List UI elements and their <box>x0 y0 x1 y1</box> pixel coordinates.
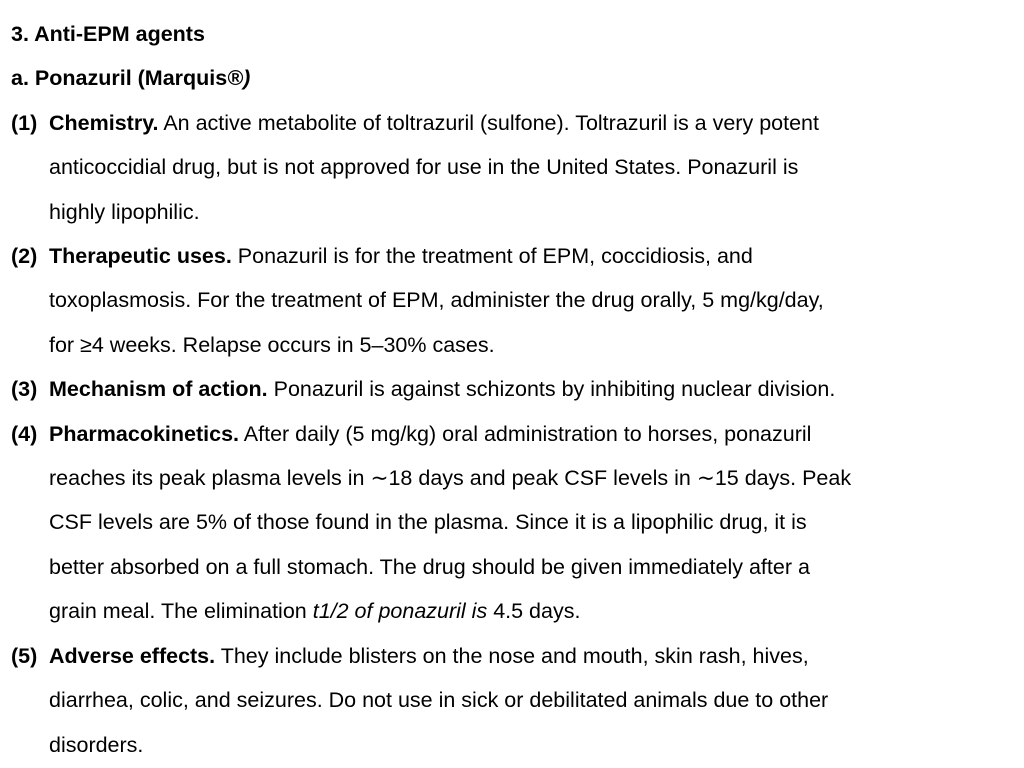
item-label: Chemistry. <box>49 110 159 135</box>
item-label: Adverse effects. <box>49 643 216 668</box>
subsection-title <box>11 56 1010 100</box>
subsection-suffix: ) <box>243 66 251 91</box>
item-number: (1) <box>11 110 38 135</box>
list-item-chemistry <box>11 101 1010 234</box>
item-line: toxoplasmosis. For the treatment of EPM, administer the drug orally, 5 mg/kg/day, <box>49 288 824 313</box>
italic-phrase: t1/2 of ponazuril is <box>312 599 488 624</box>
item-number: (4) <box>11 421 38 446</box>
item-line: for ≥4 weeks. Relapse occurs in 5–30% cases. <box>49 332 495 357</box>
subsection-prefix: a. Ponazuril (Marquis <box>11 66 228 91</box>
list-item-mechanism-of-action <box>11 367 1010 411</box>
item-number: (2) <box>11 244 38 269</box>
registered-symbol: ® <box>227 66 244 91</box>
item-label: Mechanism of action. <box>49 377 268 402</box>
item-label: Pharmacokinetics. <box>49 421 240 446</box>
item-line: anticoccidial drug, but is not approved for use in the United States. Ponazuril is <box>49 155 799 180</box>
item-line: highly lipophilic. <box>49 199 200 224</box>
item-line: diarrhea, colic, and seizures. Do not use in sick or debilitated animals due to other <box>49 688 829 713</box>
list-item-adverse-effects <box>11 634 1010 767</box>
item-line: CSF levels are 5% of those found in the plasma. Since it is a lipophilic drug, it is <box>49 510 807 535</box>
item-line: grain meal. The elimination t1/2 of ponazuril is 4.5 days. <box>49 599 581 624</box>
item-line: Therapeutic uses. Ponazuril is for the treatment of EPM, coccidiosis, and <box>49 244 753 269</box>
item-line: better absorbed on a full stomach. The drug should be given immediately after a <box>49 554 810 579</box>
item-body <box>49 634 1010 767</box>
item-line: Chemistry. An active metabolite of toltrazuril (sulfone). Toltrazuril is a very potent <box>49 110 819 135</box>
item-label: Therapeutic uses. <box>49 244 232 269</box>
item-line: Pharmacokinetics. After daily (5 mg/kg) oral administration to horses, ponazuril <box>49 421 812 446</box>
item-body <box>49 367 1010 411</box>
item-line: Mechanism of action. Ponazuril is against schizonts by inhibiting nuclear division. <box>49 377 836 402</box>
list-item-therapeutic-uses <box>11 234 1010 367</box>
list-item-pharmacokinetics <box>11 412 1010 634</box>
section-title: 3. Anti-EPM agents <box>11 22 205 46</box>
item-number: (5) <box>11 643 38 668</box>
item-line: disorders. <box>49 732 144 757</box>
item-line: Adverse effects. They include blisters on the nose and mouth, skin rash, hives, <box>49 643 809 668</box>
item-body <box>49 412 1010 634</box>
item-number: (3) <box>11 377 38 402</box>
item-body <box>49 101 1010 234</box>
item-body <box>49 234 1010 367</box>
item-line: reaches its peak plasma levels in ∼18 days and peak CSF levels in ∼15 days. Peak <box>49 466 852 491</box>
